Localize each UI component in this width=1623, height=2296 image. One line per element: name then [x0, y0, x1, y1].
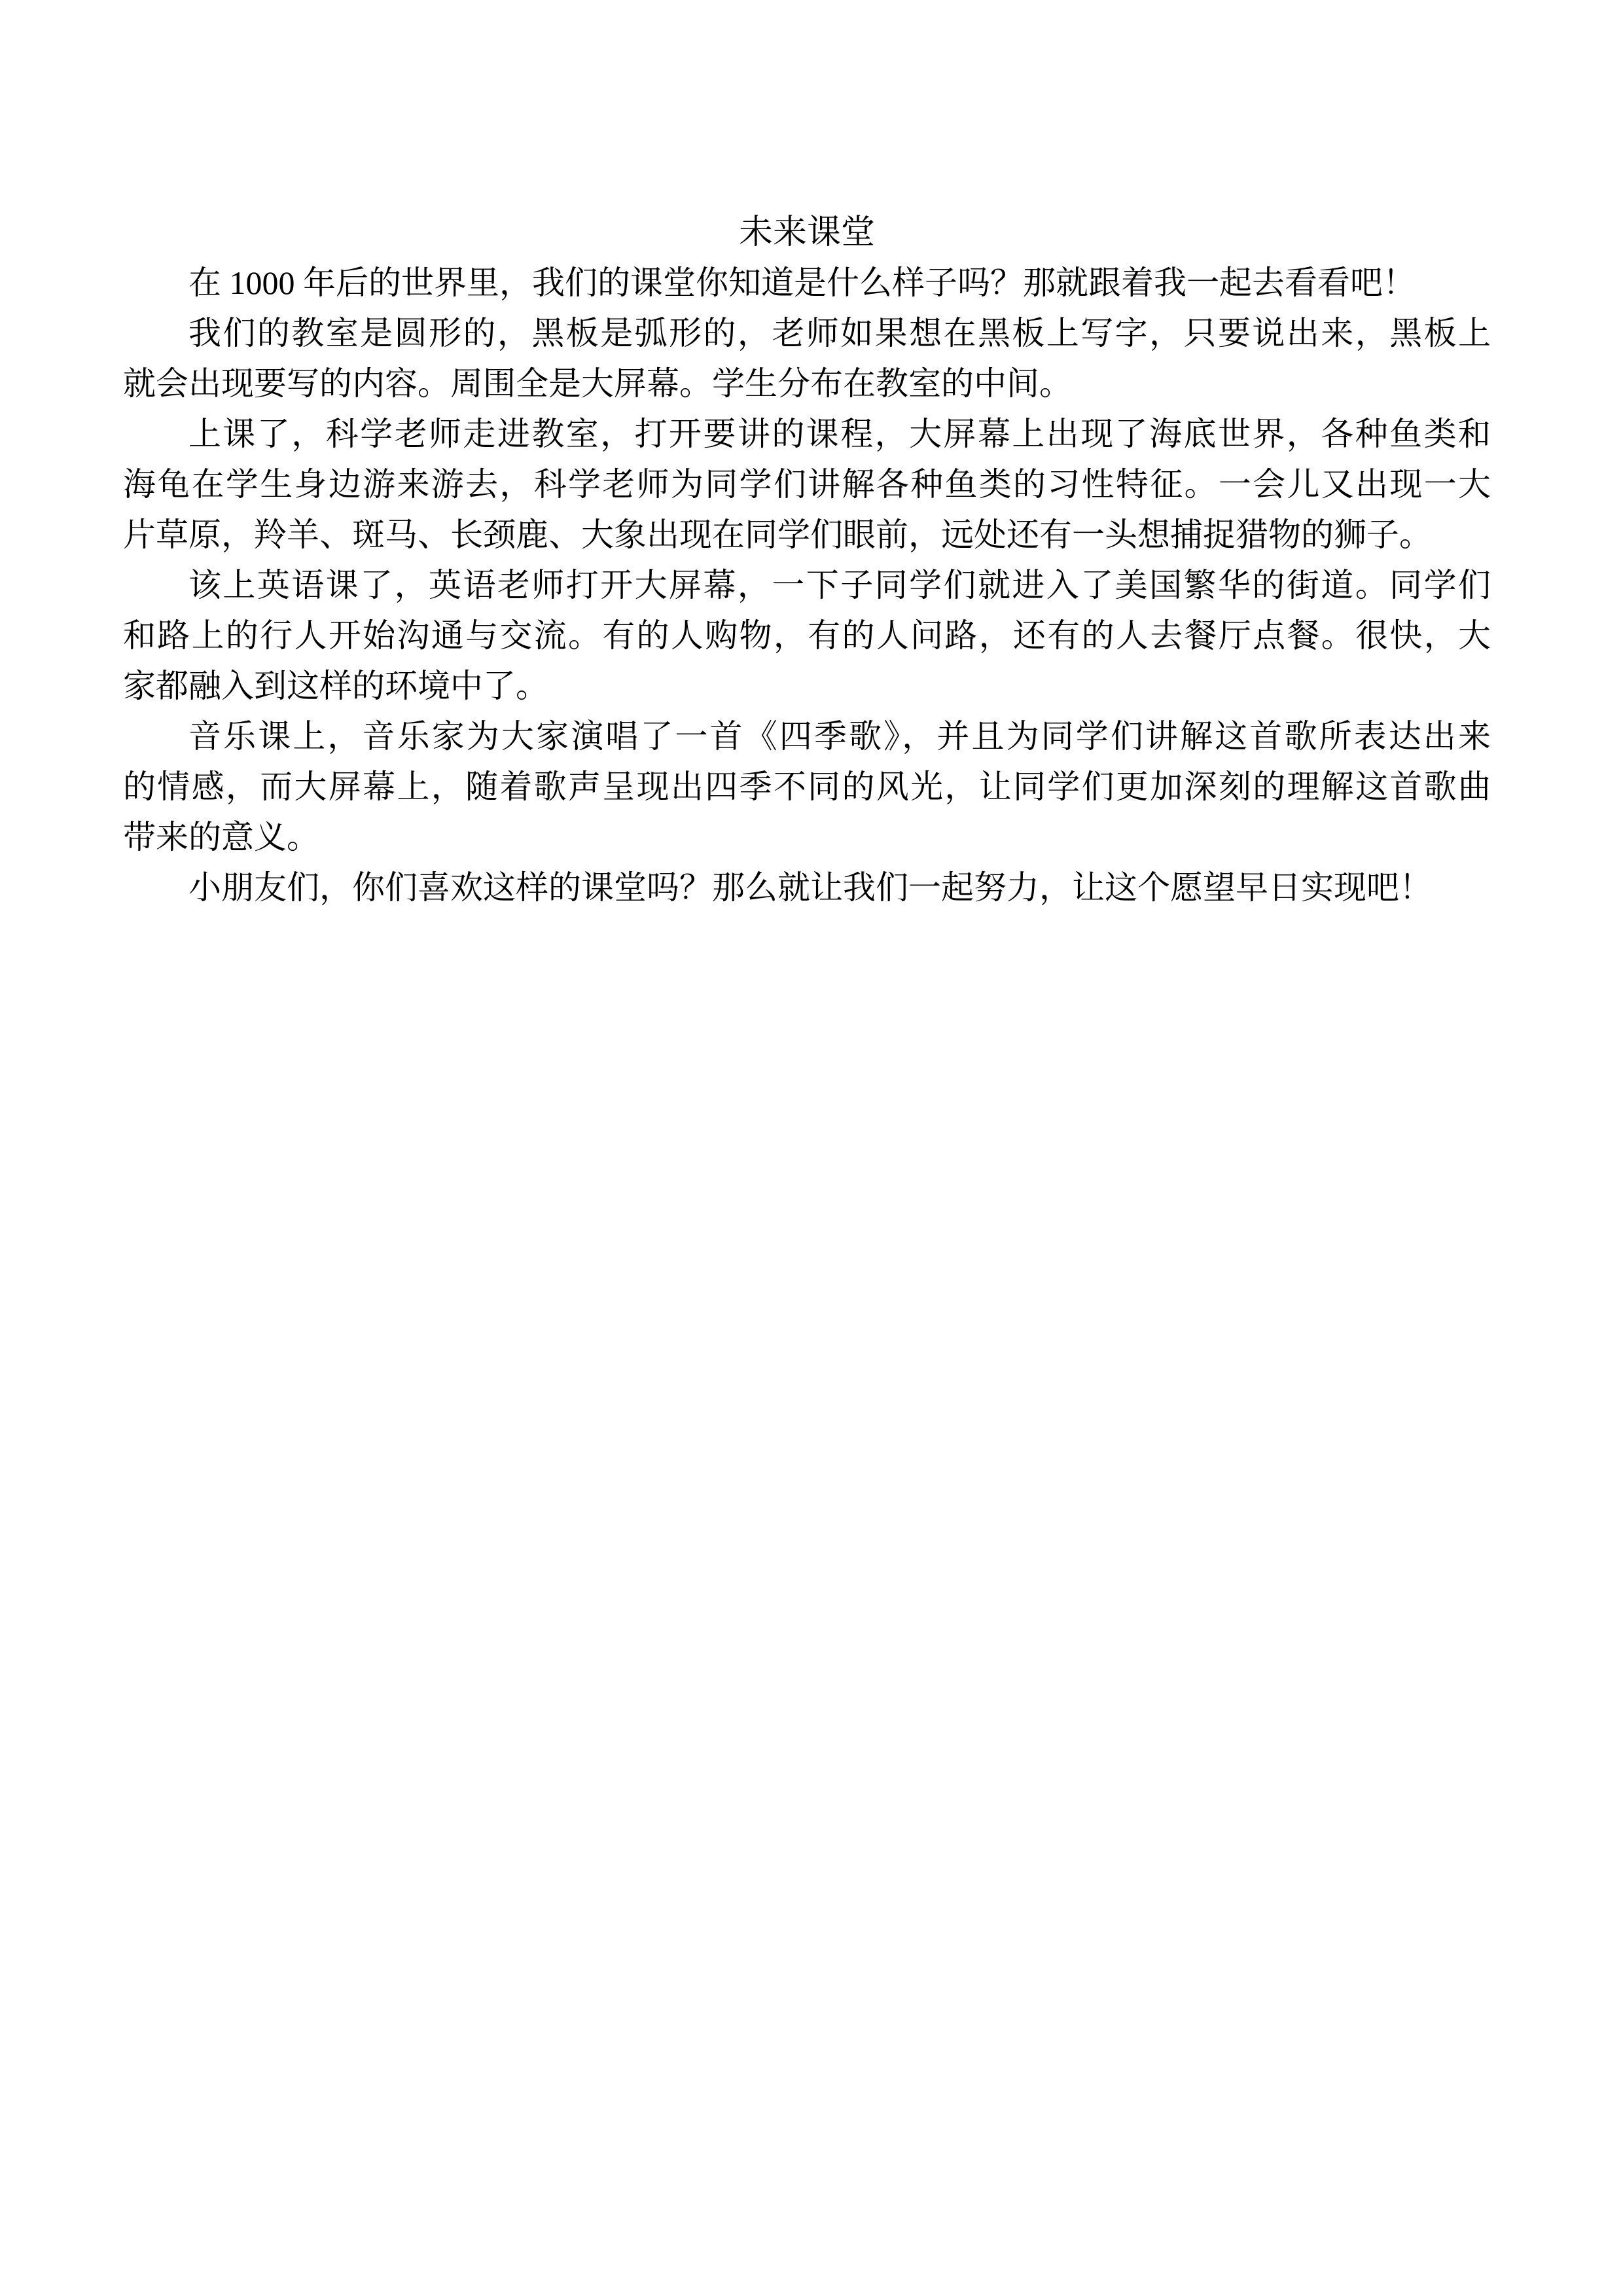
paragraph-3-line-3: 片草原，羚羊、斑马、长颈鹿、大象出现在同学们眼前，远处还有一头想捕捉猎物的狮子。	[123, 516, 1432, 553]
paragraph-4-line-1: 该上英语课了，英语老师打开大屏幕，一下子同学们就进入了美国繁华的街道。同学们	[188, 567, 1491, 603]
document-text-block	[123, 207, 1491, 913]
paragraph-3-line-2: 海龟在学生身边游来游去，科学老师为同学们讲解各种鱼类的习性特征。一会儿又出现一大	[123, 466, 1491, 503]
paragraph-1-line-1: 在 1000 年后的世界里，我们的课堂你知道是什么样子吗？那就跟着我一起去看看吧！	[188, 264, 1416, 301]
paragraph-4-line-3: 家都融入到这样的环境中了。	[123, 668, 548, 704]
document-title: 未来课堂	[738, 214, 875, 251]
document-paragraphs	[123, 258, 1491, 913]
paragraph-3-line-1: 上课了，科学老师走进教室，打开要讲的课程，大屏幕上出现了海底世界，各种鱼类和	[188, 416, 1491, 452]
paragraph-5-line-2: 的情感，而大屏幕上，随着歌声呈现出四季不同的风光，让同学们更加深刻的理解这首歌曲	[123, 768, 1491, 805]
paragraph-4-line-2: 和路上的行人开始沟通与交流。有的人购物，有的人问路，还有的人去餐厅点餐。很快，大	[123, 617, 1491, 654]
paragraph-5-line-1: 音乐课上，音乐家为大家演唱了一首《四季歌》，并且为同学们讲解这首歌所表达出来	[188, 718, 1491, 755]
paragraph-2-line-1: 我们的教室是圆形的，黑板是弧形的，老师如果想在黑板上写字，只要说出来，黑板上	[188, 315, 1491, 351]
paragraph-5-line-3: 带来的意义。	[123, 819, 319, 855]
paragraph-2-line-2: 就会出现要写的内容。周围全是大屏幕。学生分布在教室的中间。	[123, 365, 1072, 402]
paragraph-6-line-1: 小朋友们，你们喜欢这样的课堂吗？那么就让我们一起努力，让这个愿望早日实现吧！	[188, 869, 1432, 906]
